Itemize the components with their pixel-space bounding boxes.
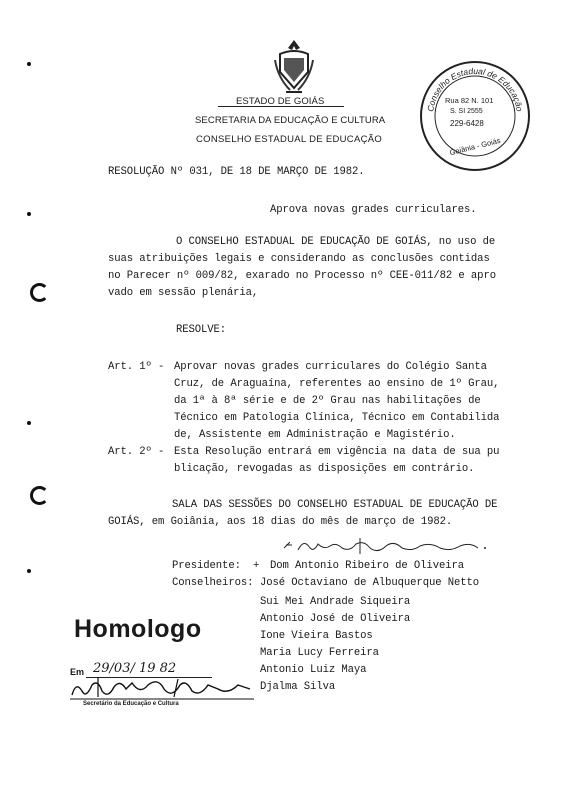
homologo-date: 29/03/ 19 82 [93,661,177,676]
stamp-bottom: Goiânia - Goiás [448,135,502,158]
councillor-name: Antonio José de Oliveira [260,613,411,625]
preamble-line: O CONSELHO ESTADUAL DE EDUCAÇÃO DE GOIÁS, no uso de [176,236,496,248]
resolve-heading: RESOLVE: [176,324,227,336]
closing-line: GOIÁS, em Goiânia, aos 18 dias do mês de março de 1982. [108,516,453,528]
president-mark: + [253,560,260,572]
edge-mark [27,421,31,425]
council-stamp [417,58,533,174]
stamp-line3: 229-6428 [450,119,484,128]
president-label: Presidente: [172,560,241,572]
article-line: Aprovar novas grades curriculares do Colégio Santa [174,361,487,373]
homologo-title: Homologo [74,615,202,643]
homologo-caption: Secretário da Educação e Cultura [83,701,179,707]
councillor-name: José Octaviano de Albuquerque Netto [260,577,480,589]
article-line: de, Assistente em Administração e Magistério. [174,429,456,441]
svg-text:Conselho Estadual de Educação [425,66,525,112]
secretary-signature [68,675,258,703]
header-state: ESTADO DE GOIÁS [236,96,325,107]
preamble-line: suas atribuições legais e considerando as conclusões contidas [108,253,490,265]
councillor-name: Ione Vieira Bastos [260,630,373,642]
councillor-name: Sui Mei Andrade Siqueira [260,596,411,608]
header-council: CONSELHO ESTADUAL DE EDUCAÇÃO [196,134,383,145]
article-line: Esta Resolução entrará em vigência na data de sua pu [174,446,500,458]
edge-mark [27,212,31,216]
preamble-line: vado em sessão plenária, [108,287,259,299]
closing-line: SALA DAS SESSÕES DO CONSELHO ESTADUAL DE EDUCAÇÃO DE [172,499,498,511]
article-line: da 1ª à 8ª série e de 2º Grau nas habilitações de [174,395,481,407]
article-line: blicação, revogadas as disposições em contrário. [174,463,475,475]
councillor-name: Maria Lucy Ferreira [260,647,379,659]
stamp-line2: S. SI 2555 [450,108,483,115]
resolution-summary: Aprova novas grades curriculares. [270,204,477,216]
article-label: Art. 2º - [108,446,165,458]
councillor-name: Antonio Luiz Maya [260,664,367,676]
councillors-label: Conselheiros: [172,577,254,589]
coat-of-arms-icon [272,38,316,94]
article-line: Técnico em Patologia Clínica, Técnico em Contabilida [174,412,500,424]
councillor-name: Djalma Silva [260,681,336,693]
edge-mark [27,62,31,66]
edge-mark [27,569,31,573]
stamp-ring-text: Conselho Estadual de Educação [425,65,525,113]
homologo-date-prefix: Em [70,667,85,677]
president-name: Dom Antonio Ribeiro de Oliveira [270,560,464,572]
punch-hole [30,486,49,505]
stamp-line1: Rua 82 N. 101 [445,96,494,105]
article-label: Art. 1º - [108,361,165,373]
preamble-line: no Parecer nº 009/82, exarado no Processo nº CEE-011/82 e apro [108,270,496,282]
article-line: Cruz, de Araguaína, referentes ao ensino de 1º Grau, [174,378,500,390]
punch-hole [30,283,49,302]
resolution-title: RESOLUÇÃO Nº 031, DE 18 DE MARÇO DE 1982. [108,166,365,178]
header-secretariat: SECRETARIA DA EDUCAÇÃO E CULTURA [195,115,386,126]
president-signature [280,536,490,558]
